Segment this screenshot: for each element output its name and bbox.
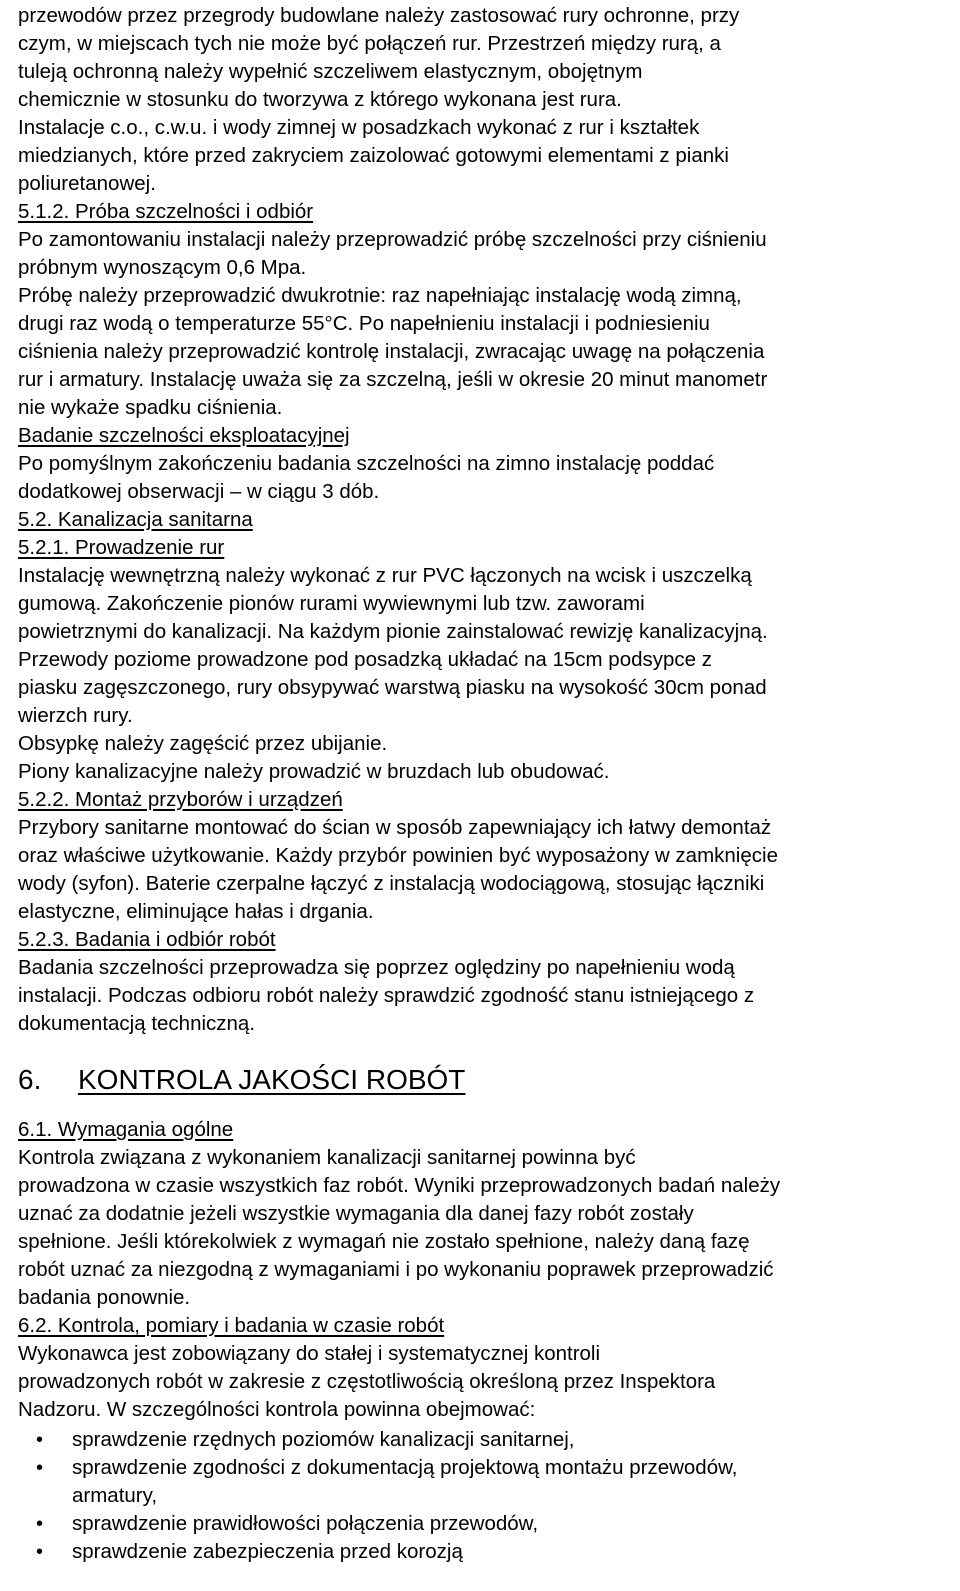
text-line: Kontrola związana z wykonaniem kanalizacji sanitarnej powinna być <box>18 1146 636 1169</box>
subsection-heading: 5.1.2. Próba szczelności i odbiór <box>18 200 314 223</box>
text-line: drugi raz wodą o temperaturze 55°C. Po napełnieniu instalacji i podniesieniu <box>18 312 710 335</box>
text-line: chemicznie w stosunku do tworzywa z którego wykonana jest rura. <box>18 88 622 111</box>
text-line: dokumentacją techniczną. <box>18 1012 256 1035</box>
text-line: gumową. Zakończenie pionów rurami wywiewnymi lub tzw. zaworami <box>18 592 645 615</box>
bullet-icon: • <box>36 1541 44 1563</box>
text-line: Nadzoru. W szczególności kontrola powinna obejmować: <box>18 1398 536 1421</box>
text-line: Próbę należy przeprowadzić dwukrotnie: raz napełniając instalację wodą zimną, <box>18 284 742 307</box>
text-line: przewodów przez przegrody budowlane należy zastosować rury ochronne, przy <box>18 4 740 27</box>
text-line: Instalacje c.o., c.w.u. i wody zimnej w posadzkach wykonać z rur i kształtek <box>18 116 700 139</box>
text-line: wierzch rury. <box>18 704 133 727</box>
text-line: robót uznać za niezgodną z wymaganiami i po wykonaniu poprawek przeprowadzić <box>18 1258 774 1281</box>
text-line: tuleją ochronną należy wypełnić szczeliwem elastycznym, obojętnym <box>18 60 643 83</box>
subsection-heading: 5.2.2. Montaż przyborów i urządzeń <box>18 788 343 811</box>
text-line: oraz właściwe użytkowanie. Każdy przybór powinien być wyposażony w zamknięcie <box>18 844 778 867</box>
text-line: Po zamontowaniu instalacji należy przeprowadzić próbę szczelności przy ciśnieniu <box>18 228 767 251</box>
section-title: KONTROLA JAKOŚCI ROBÓT <box>78 1064 466 1095</box>
list-item: sprawdzenie zgodności z dokumentacją projektową montażu przewodów, <box>72 1456 738 1479</box>
bullet-icon: • <box>36 1457 44 1479</box>
subsection-heading: 5.2. Kanalizacja sanitarna <box>18 508 253 531</box>
text-line: Badania szczelności przeprowadza się poprzez oględziny po napełnieniu wodą <box>18 956 735 979</box>
subsection-heading: 5.2.1. Prowadzenie rur <box>18 536 225 559</box>
text-line: nie wykaże spadku ciśnienia. <box>18 396 283 419</box>
text-line: powietrznymi do kanalizacji. Na każdym pionie zainstalować rewizję kanalizacyjną. <box>18 620 768 643</box>
text-line: Obsypkę należy zagęścić przez ubijanie. <box>18 732 388 755</box>
list-item-continuation: armatury, <box>72 1484 158 1507</box>
bullet-icon: • <box>36 1513 44 1535</box>
text-line: Piony kanalizacyjne należy prowadzić w bruzdach lub obudować. <box>18 760 610 783</box>
text-line: rur i armatury. Instalację uważa się za szczelną, jeśli w okresie 20 minut manometr <box>18 368 768 391</box>
text-line: spełnione. Jeśli którekolwiek z wymagań nie zostało spełnione, należy daną fazę <box>18 1230 750 1253</box>
list-item: sprawdzenie prawidłowości połączenia przewodów, <box>72 1512 539 1535</box>
subsection-heading: 6.1. Wymagania ogólne <box>18 1118 234 1141</box>
text-line: badania ponownie. <box>18 1286 191 1309</box>
text-line: próbnym wynoszącym 0,6 Mpa. <box>18 256 307 279</box>
text-line: prowadzonych robót w zakresie z częstotliwością określoną przez Inspektora <box>18 1370 716 1393</box>
text-line: czym, w miejscach tych nie może być połączeń rur. Przestrzeń między rurą, a <box>18 32 721 55</box>
text-line: Przewody poziome prowadzone pod posadzką układać na 15cm podsypce z <box>18 648 712 671</box>
list-item: sprawdzenie zabezpieczenia przed korozją <box>72 1540 463 1563</box>
text-line: uznać za dodatnie jeżeli wszystkie wymagania dla danej fazy robót zostały <box>18 1202 694 1225</box>
text-line: ciśnienia należy przeprowadzić kontrolę instalacji, zwracając uwagę na połączenia <box>18 340 765 363</box>
text-line: Wykonawca jest zobowiązany do stałej i systematycznej kontroli <box>18 1342 601 1365</box>
section-heading <box>18 1063 465 1097</box>
text-line: prowadzona w czasie wszystkich faz robót. Wyniki przeprowadzonych badań należy <box>18 1174 781 1197</box>
subsection-heading: 5.2.3. Badania i odbiór robót <box>18 928 276 951</box>
text-line: elastyczne, eliminujące hałas i drgania. <box>18 900 374 923</box>
text-line: poliuretanowej. <box>18 172 156 195</box>
text-line: Przybory sanitarne montować do ścian w sposób zapewniający ich łatwy demontaż <box>18 816 772 839</box>
subsection-heading: Badanie szczelności eksploatacyjnej <box>18 424 350 447</box>
list-item: sprawdzenie rzędnych poziomów kanalizacji sanitarnej, <box>72 1428 575 1451</box>
text-line: piasku zagęszczonego, rury obsypywać warstwą piasku na wysokość 30cm ponad <box>18 676 767 699</box>
text-line: Instalację wewnętrzną należy wykonać z rur PVC łączonych na wcisk i uszczelką <box>18 564 752 587</box>
bullet-icon: • <box>36 1429 44 1451</box>
section-number: 6. <box>18 1064 42 1095</box>
subsection-heading: 6.2. Kontrola, pomiary i badania w czasie robót <box>18 1314 445 1337</box>
text-line: instalacji. Podczas odbioru robót należy sprawdzić zgodność stanu istniejącego z <box>18 984 755 1007</box>
text-line: miedzianych, które przed zakryciem zaizolować gotowymi elementami z pianki <box>18 144 729 167</box>
text-line: dodatkowej obserwacji – w ciągu 3 dób. <box>18 480 380 503</box>
text-line: wody (syfon). Baterie czerpalne łączyć z instalacją wodociągową, stosując łączniki <box>18 872 765 895</box>
text-line: Po pomyślnym zakończeniu badania szczelności na zimno instalację poddać <box>18 452 715 475</box>
